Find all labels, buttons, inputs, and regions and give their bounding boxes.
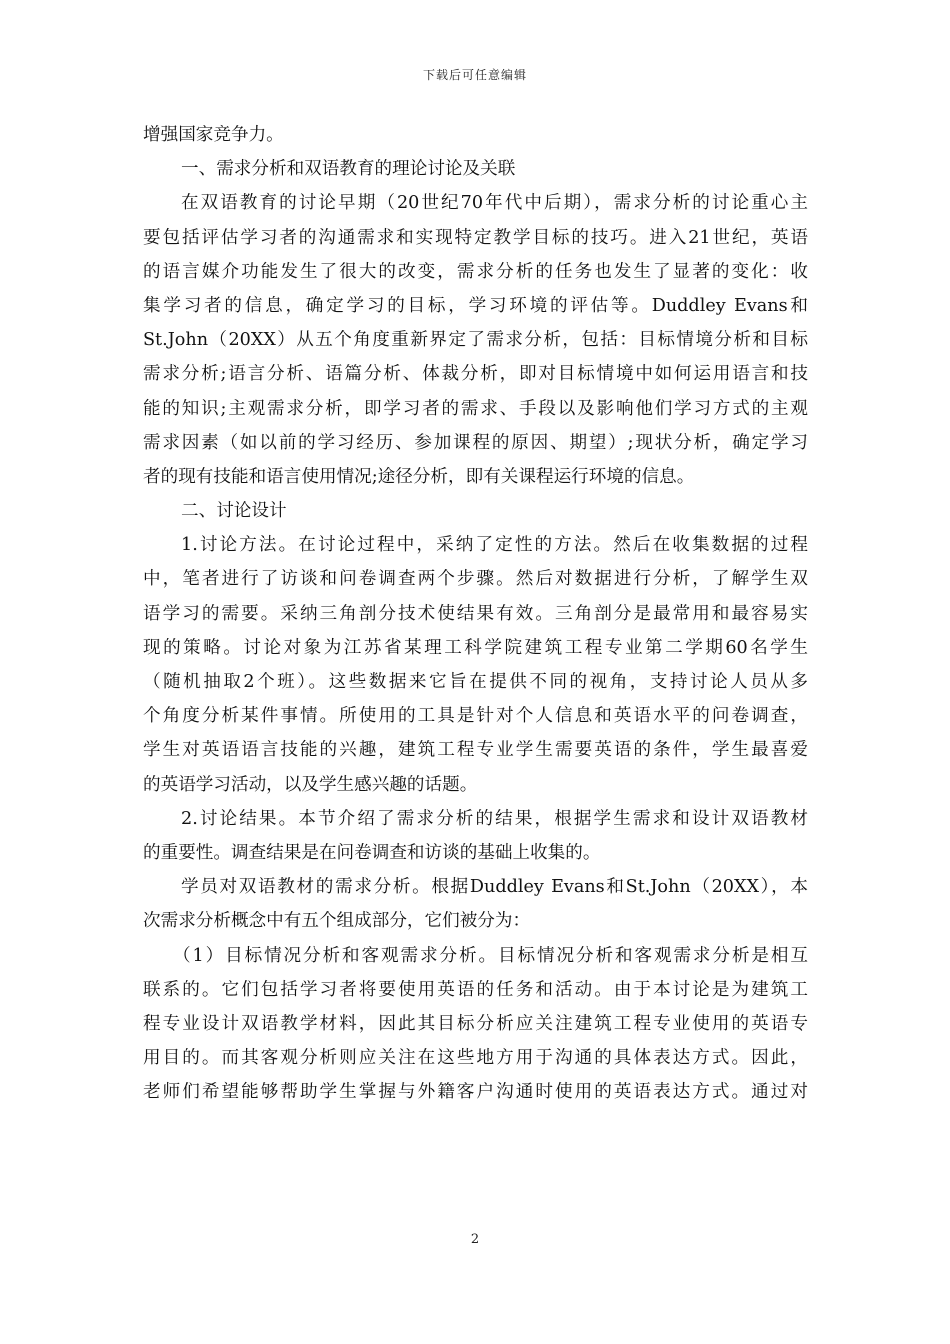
text-line: 现的策略。讨论对象为江苏省某理工科学院建筑工程专业第二学期60名学生 (143, 637, 808, 658)
text-line: 在双语教育的讨论早期（20世纪70年代中后期），需求分析的讨论重心主 (181, 193, 808, 214)
document-body (143, 118, 808, 1109)
text-line: 用目的。而其客观分析则应关注在这些地方用于沟通的具体表达方式。因此， (143, 1048, 808, 1069)
text-line: （随机抽取2个班）。这些数据来它旨在提供不同的视角，支持讨论人员从多 (143, 672, 808, 692)
text-line: 联系的。它们包括学习者将要使用英语的任务和活动。由于本讨论是为建筑工 (143, 979, 808, 1000)
text-line: 的重要性。调查结果是在问卷调查和访谈的基础上收集的。 (143, 842, 601, 863)
text-line: 者的现有技能和语言使用情况;途径分析，即有关课程运行环境的信息。 (143, 466, 695, 487)
page-number: 2 (470, 1232, 480, 1247)
text-line: 中，笔者进行了访谈和问卷调查两个步骤。然后对数据进行分析，了解学生双 (143, 569, 808, 590)
text-line: 要包括评估学习者的沟通需求和实现特定教学目标的技巧。进入21世纪，英语 (143, 227, 808, 248)
text-line: 的语言媒介功能发生了很大的改变，需求分析的任务也发生了显著的变化：收 (143, 261, 808, 282)
text-line: 2.讨论结果。本节介绍了需求分析的结果，根据学生需求和设计双语教材 (181, 808, 808, 829)
text-line: 学员对双语教材的需求分析。根据Duddley Evans和St.John（20XX），本 (181, 877, 808, 898)
text-line: （1）目标情况分析和客观需求分析。目标情况分析和客观需求分析是相互 (173, 945, 808, 966)
section-heading-1: 一、需求分析和双语教育的理论讨论及关联 (181, 159, 516, 180)
text-line: 需求因素（如以前的学习经历、参加课程的原因、期望）;现状分析，确定学习 (143, 432, 808, 453)
text-line: 个角度分析某件事情。所使用的工具是针对个人信息和英语水平的问卷调查， (143, 706, 808, 727)
text-line: 次需求分析概念中有五个组成部分，它们被分为： (143, 911, 531, 932)
text-line: 老师们希望能够帮助学生掌握与外籍客户沟通时使用的英语表达方式。通过对 (143, 1082, 808, 1103)
text-line: 1.讨论方法。在讨论过程中，采纳了定性的方法。然后在收集数据的过程 (181, 535, 808, 556)
text-line: 增强国家竞争力。 (143, 125, 284, 145)
page-header: 下载后可任意编辑 (422, 68, 527, 82)
section-heading-2: 二、讨论设计 (181, 501, 287, 522)
text-line: St.John（20XX）从五个角度重新界定了需求分析，包括：目标情境分析和目标 (143, 330, 808, 351)
text-line: 学生对英语语言技能的兴趣，建筑工程专业学生需要英语的条件，学生最喜爱 (143, 740, 808, 761)
text-line: 能的知识;主观需求分析，即学习者的需求、手段以及影响他们学习方式的主观 (143, 398, 808, 419)
text-line: 集学习者的信息，确定学习的目标，学习环境的评估等。Duddley Evans和 (143, 295, 808, 316)
text-line: 的英语学习活动，以及学生感兴趣的话题。 (143, 774, 478, 795)
text-line: 需求分析;语言分析、语篇分析、体裁分析，即对目标情境中如何运用语言和技 (143, 364, 808, 385)
text-line: 语学习的需要。采纳三角剖分技术使结果有效。三角剖分是最常用和最容易实 (143, 603, 808, 624)
text-line: 程专业设计双语教学材料，因此其目标分析应关注建筑工程专业使用的英语专 (143, 1013, 808, 1034)
